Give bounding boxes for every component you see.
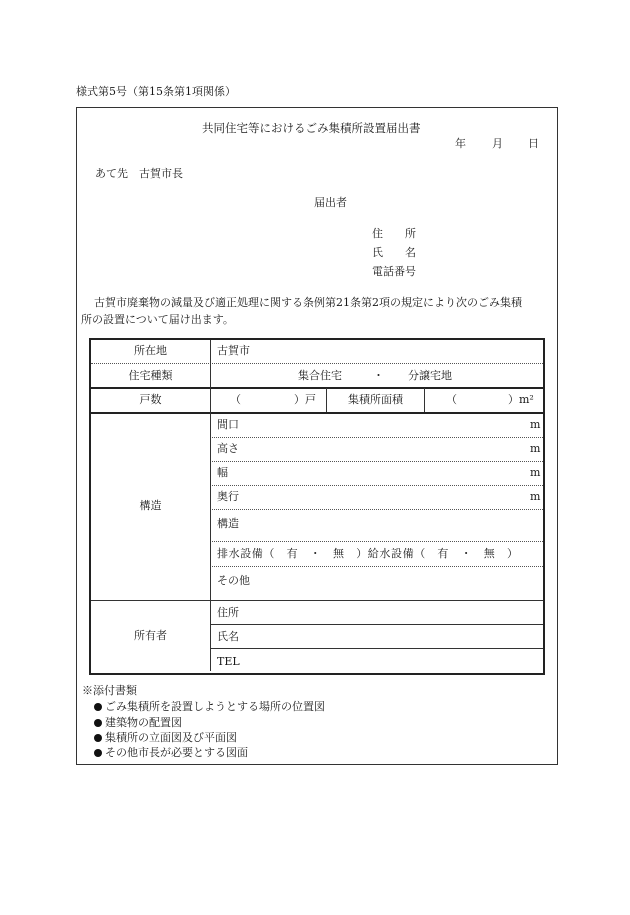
width-unit: m	[530, 466, 541, 479]
body-text-line-1: 古賀市廃棄物の減量及び適正処理に関する条例第21条第2項の規定により次のごみ集積	[94, 296, 522, 309]
attachment-item	[94, 716, 182, 730]
other-label: その他	[217, 574, 250, 587]
date-year-label: 年	[455, 137, 466, 150]
body-text-line-2: 所の設置について届け出ます。	[81, 313, 234, 326]
row-divider	[210, 461, 543, 462]
construction-label: 構造	[217, 517, 239, 530]
attachment-text: ごみ集積所を設置しようとする場所の位置図	[105, 700, 325, 713]
units-label: 戸数	[139, 393, 162, 406]
location-value[interactable]: 古賀市	[217, 344, 250, 357]
row-divider	[210, 541, 543, 542]
row-divider	[91, 363, 543, 364]
depth-unit: m	[530, 490, 541, 503]
applicant-address-label: 住 所	[372, 227, 416, 240]
attachment-text: 集積所の立面図及び平面図	[105, 731, 237, 744]
height-label: 高さ	[217, 442, 239, 455]
attachment-text: 建築物の配置図	[105, 716, 182, 729]
owner-tel-label: TEL	[217, 655, 240, 668]
date-month-label: 月	[492, 137, 503, 150]
attachment-item	[94, 746, 248, 760]
owner-address-label: 住所	[217, 606, 239, 619]
depth-label: 奥行	[217, 490, 239, 503]
bullet-icon	[94, 719, 102, 727]
owner-section-label: 所有者	[134, 629, 167, 642]
row-divider	[91, 387, 543, 389]
attachment-item	[94, 700, 325, 714]
column-divider	[210, 340, 211, 671]
owner-name-label: 氏名	[217, 630, 239, 643]
bullet-icon	[94, 734, 102, 742]
drainage-supply-line[interactable]: 排水設備（ 有 ・ 無 ）給水設備（ 有 ・ 無 ）	[217, 547, 519, 560]
applicant-phone-label: 電話番号	[372, 265, 416, 278]
attachments-heading: ※添付書類	[82, 684, 137, 697]
row-divider	[91, 600, 543, 601]
area-close: ）m²	[508, 393, 534, 406]
applicant-heading: 届出者	[314, 196, 347, 209]
form-title: 共同住宅等におけるごみ集積所設置届出書	[202, 121, 421, 135]
width-label: 幅	[217, 466, 228, 479]
bullet-icon	[94, 703, 102, 711]
applicant-name-label: 氏 名	[372, 246, 416, 259]
structure-section-label: 構造	[139, 499, 162, 512]
addressee: あて先 古賀市長	[95, 167, 183, 180]
attachment-item	[94, 731, 237, 745]
height-unit: m	[530, 442, 541, 455]
date-day-label: 日	[528, 137, 539, 150]
form-number: 様式第5号（第15条第1項関係）	[76, 85, 236, 98]
units-open-paren: （	[230, 393, 241, 406]
row-divider	[210, 437, 543, 438]
row-divider	[91, 412, 543, 414]
housing-option-apartment[interactable]: 集合住宅	[298, 369, 342, 382]
frontage-unit: m	[530, 418, 541, 431]
frontage-label: 間口	[217, 418, 239, 431]
housing-option-subdivision[interactable]: 分譲宅地	[408, 369, 452, 382]
units-close: ）戸	[294, 393, 316, 406]
housing-type-label: 住宅種類	[128, 369, 173, 382]
row-divider	[210, 648, 543, 649]
row-divider	[210, 624, 543, 625]
area-label: 集積所面積	[348, 393, 403, 406]
row-divider	[210, 485, 543, 486]
location-label: 所在地	[134, 344, 167, 357]
attachment-text: その他市長が必要とする図面	[105, 746, 248, 759]
column-divider	[424, 388, 425, 412]
housing-option-separator: ・	[373, 369, 384, 382]
bullet-icon	[94, 749, 102, 757]
area-open-paren: （	[446, 393, 457, 406]
row-divider	[210, 509, 543, 510]
row-divider	[210, 566, 543, 567]
